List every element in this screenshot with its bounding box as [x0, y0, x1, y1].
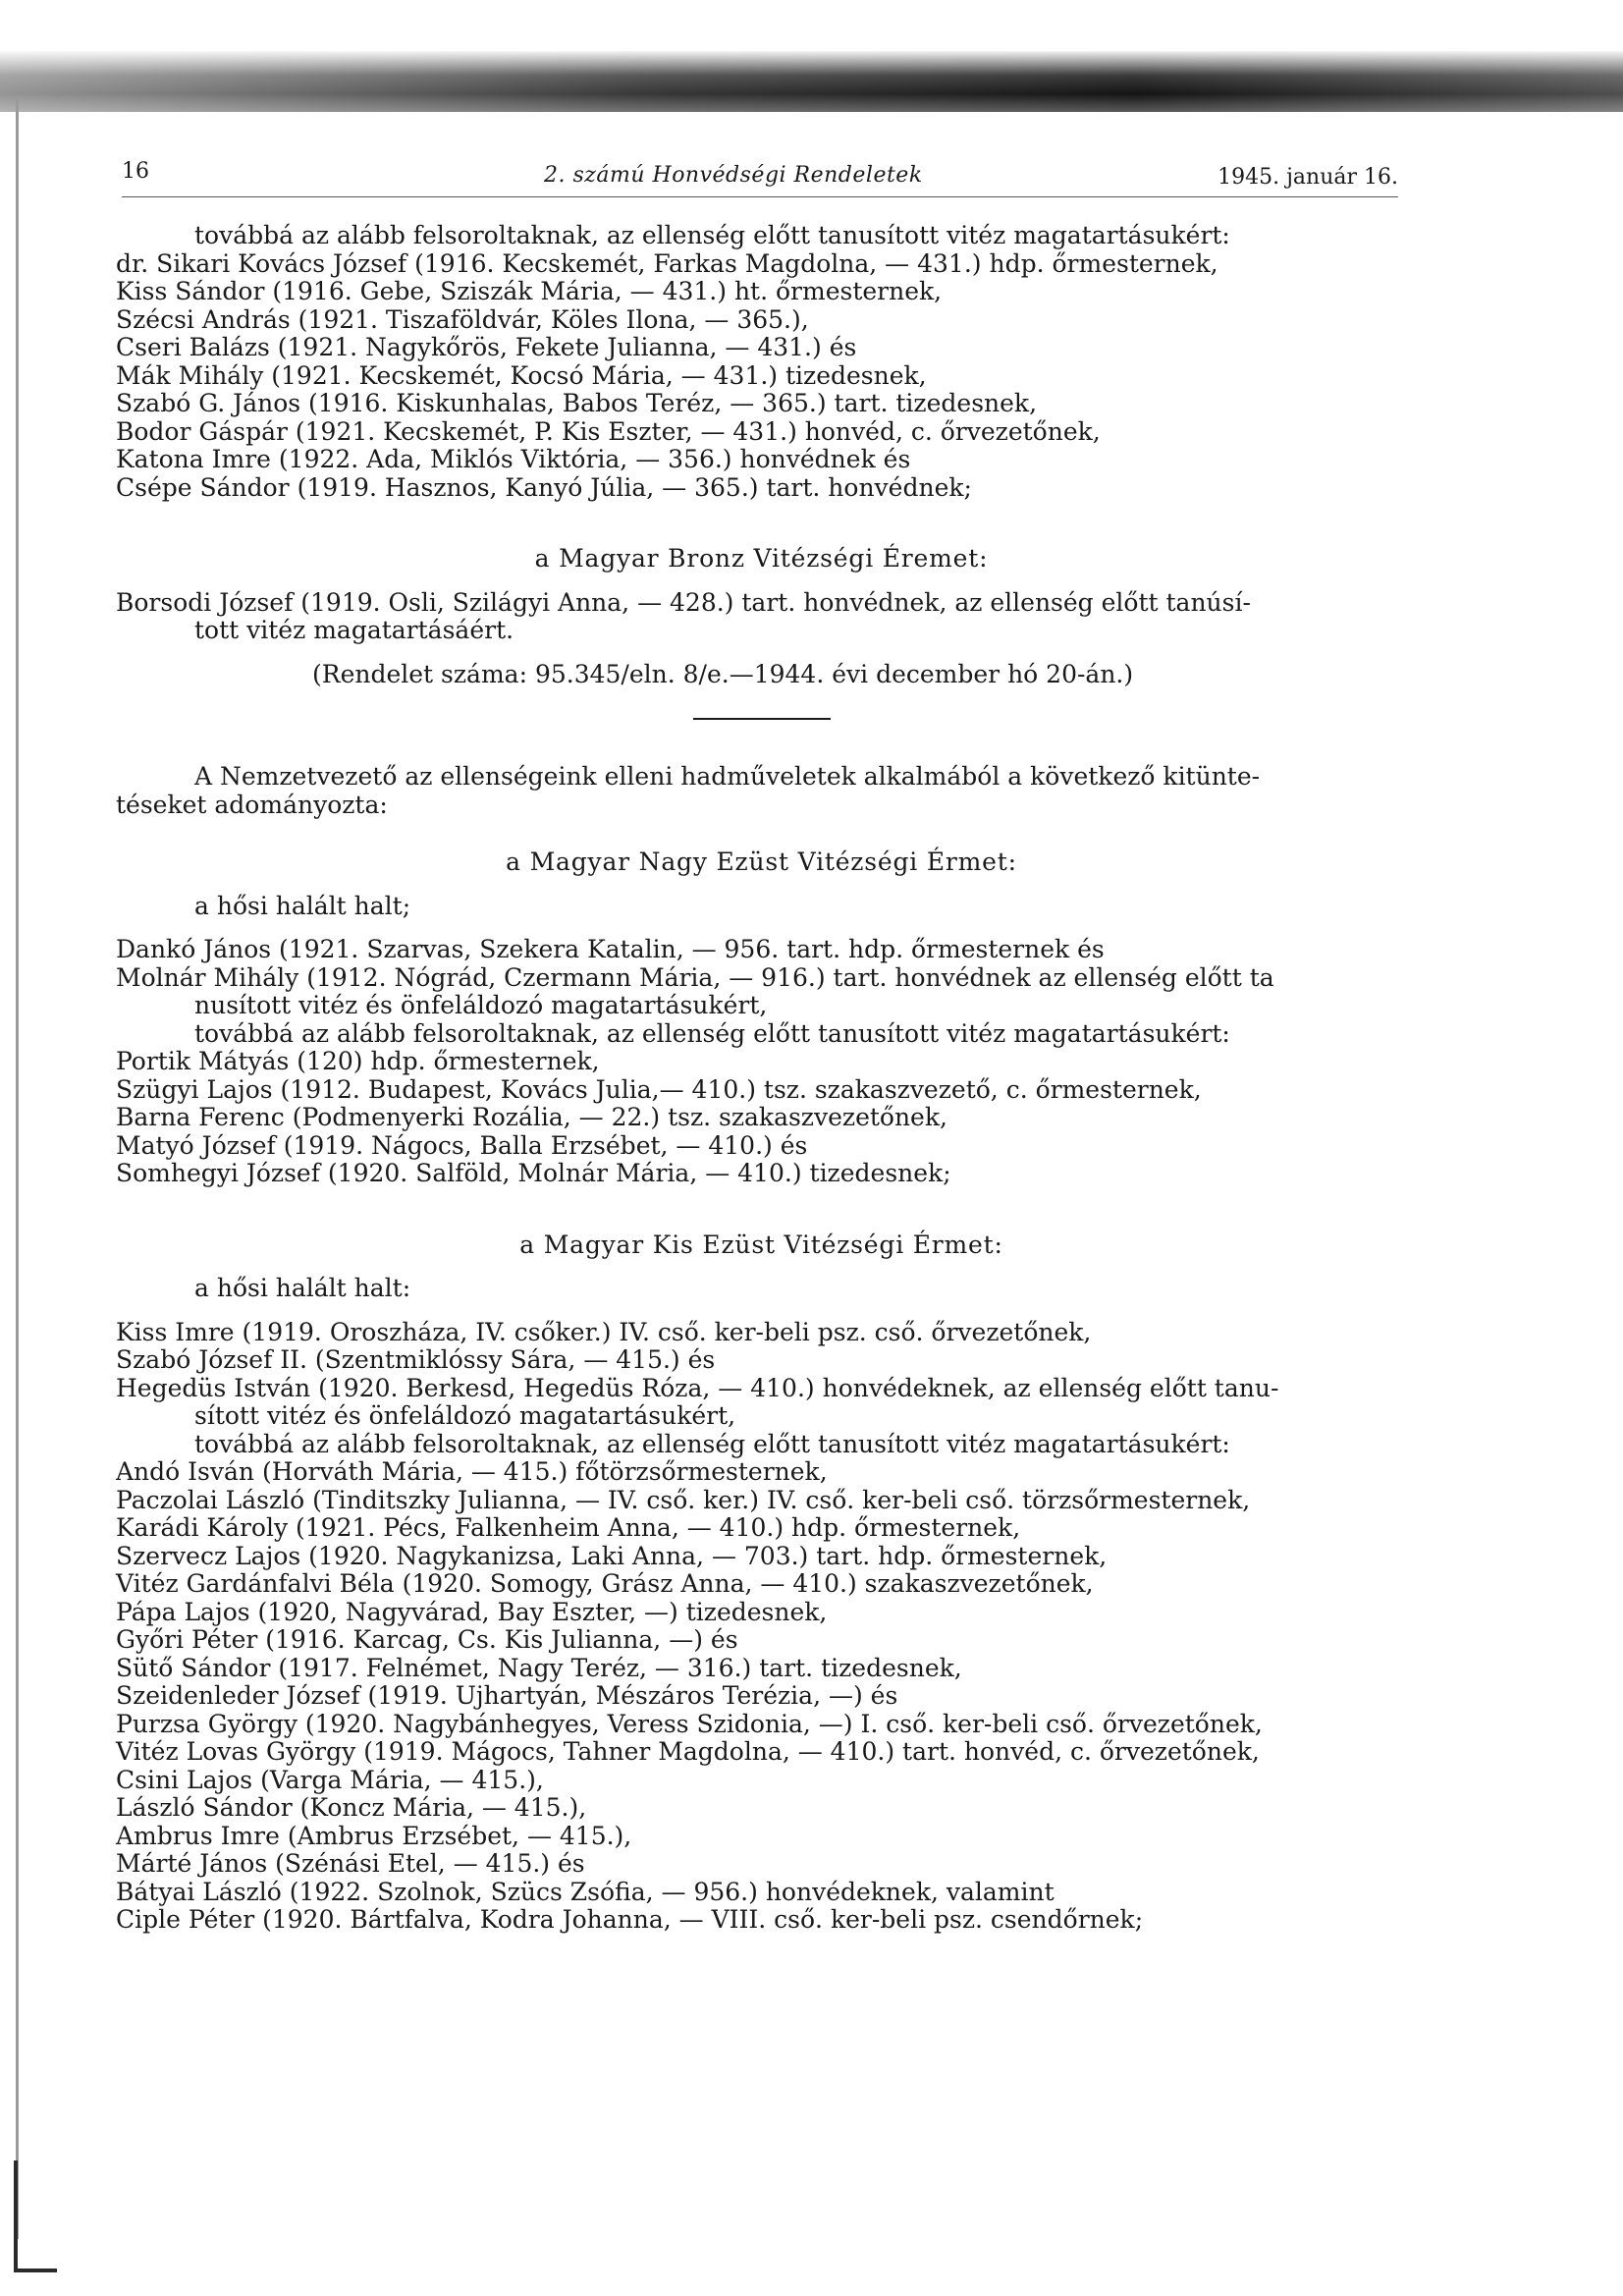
section3-heading: a Magyar Nagy Ezüst Vitézségi Érmet:	[506, 847, 1017, 876]
list-item: Szécsi András (1921. Tiszaföldvár, Köles Ilona, — 365.),	[116, 304, 809, 334]
list-item: Kiss Sándor (1916. Gebe, Sziszák Mária, — 431.) ht. őrmesternek,	[116, 277, 943, 305]
section4-line-c: Hegedüs István (1920. Berkesd, Hegedüs Róza, — 410.) honvédeknek, az ellenség előtt tanu-	[116, 1373, 1279, 1402]
list-item: Csini Lajos (Varga Mária, — 415.),	[116, 1765, 544, 1794]
list-item: Szervecz Lajos (1920. Nagykanizsa, Laki Anna, — 703.) tart. hdp. őrmesternek,	[116, 1541, 1108, 1570]
list-item: Pápa Lajos (1920, Nagyvárad, Bay Eszter, —) tizedesnek,	[116, 1597, 828, 1626]
section3-further: továbbá az alább felsoroltaknak, az ellenség előtt tanusított vitéz magatartásukért:	[194, 1018, 1230, 1048]
section2-line-2: tott vitéz magatartásáért.	[194, 616, 514, 644]
list-item: Győri Péter (1916. Karcag, Cs. Kis Julianna, —) és	[116, 1625, 738, 1654]
list-item: Purzsa György (1920. Nagybánhegyes, Veress Szidonia, —) I. cső. ker-beli cső. őrvezetőnek,	[116, 1709, 1263, 1738]
publication-date: 1945. január 16.	[1217, 165, 1398, 190]
page-header	[122, 159, 1398, 198]
section2-heading: a Magyar Bronz Vitézségi Éremet:	[534, 544, 989, 573]
header-rule	[122, 196, 1398, 197]
section4-subheading: a hősi halált halt:	[194, 1274, 411, 1302]
list-item: Cseri Balázs (1921. Nagykőrös, Fekete Julianna, — 431.) és	[116, 333, 857, 361]
section3-line-a: Dankó János (1921. Szarvas, Szekera Katalin, — 956. tart. hdp. őrmesternek és	[116, 935, 1105, 963]
section3-line-c: nusított vitéz és önfeláldozó magatartásukért,	[194, 991, 768, 1019]
section3-subheading: a hősi halált halt;	[194, 891, 411, 920]
section2-line-1: Borsodi József (1919. Osli, Szilágyi Anna, — 428.) tart. honvédnek, az ellenség előtt tanúsí-	[116, 587, 1251, 617]
list-item: Bátyai László (1922. Szolnok, Szücs Zsófia, — 956.) honvédeknek, valamint	[116, 1877, 1055, 1906]
section4-heading: a Magyar Kis Ezüst Vitézségi Érmet:	[519, 1230, 1003, 1259]
list-item: Vitéz Lovas György (1919. Mágocs, Tahner Magdolna, — 410.) tart. honvéd, c. őrvezetőnek,	[116, 1737, 1260, 1766]
section4-further: továbbá az alább felsoroltaknak, az ellenség előtt tanusított vitéz magatartásukért:	[194, 1429, 1230, 1458]
list-item: Portik Mátyás (120) hdp. őrmesternek,	[116, 1047, 600, 1075]
section3-list	[116, 1048, 1407, 1188]
list-item: Somhegyi József (1920. Salföld, Molnár Mária, — 410.) tizedesnek;	[116, 1159, 951, 1187]
section4-line-b: Szabó József II. (Szentmiklóssy Sára, — 415.) és	[116, 1345, 716, 1374]
list-item: Bodor Gáspár (1921. Kecskemét, P. Kis Eszter, — 431.) honvéd, c. őrvezetőnek,	[116, 416, 1101, 446]
list-item: Ambrus Imre (Ambrus Erzsébet, — 415.),	[116, 1821, 632, 1850]
scan-left-edge	[16, 98, 19, 2239]
section3-intro-1: A Nemzetvezető az ellenségeink elleni hadműveletek alkalmából a következő kitünte-	[194, 762, 1261, 791]
list-item: Szeidenleder József (1919. Ujhartyán, Mészáros Terézia, —) és	[116, 1681, 898, 1710]
section4-line-d: sított vitéz és önfeláldozó magatartásukért,	[194, 1401, 736, 1430]
list-item: Szabó G. János (1916. Kiskunhalas, Babos Teréz, — 365.) tart. tizedesnek,	[116, 389, 1038, 417]
list-item: Andó Isván (Horváth Mária, — 415.) főtörzsőrmesternek,	[116, 1457, 828, 1486]
section1-intro: továbbá az alább felsoroltaknak, az ellenség előtt tanusított vitéz magatartásukért:	[194, 221, 1230, 249]
scan-top-band-fade	[0, 51, 1623, 112]
list-item: Csépe Sándor (1919. Hasznos, Kanyó Júlia, — 365.) tart. honvédnek;	[116, 472, 972, 502]
list-item: Barna Ferenc (Podmenyerki Rozália, — 22.) tsz. szakaszvezetőnek,	[116, 1103, 947, 1131]
document-body	[116, 222, 1407, 1935]
publication-title: 2. számú Honvédségi Rendeletek	[544, 163, 923, 188]
section1-list	[116, 250, 1407, 503]
list-item: Ciple Péter (1920. Bártfalva, Kodra Johanna, — VIII. cső. ker-beli psz. csendőrnek;	[116, 1905, 1144, 1934]
list-item: Mák Mihály (1921. Kecskemét, Kocsó Mária, — 431.) tizedesnek,	[116, 360, 927, 390]
list-item: Vitéz Gardánfalvi Béla (1920. Somogy, Grász Anna, — 410.) szakaszvezetőnek,	[116, 1569, 1094, 1598]
page-number: 16	[122, 159, 149, 184]
section3-line-b: Molnár Mihály (1912. Nógrád, Czermann Mária, — 916.) tart. honvédnek az ellenség előtt ta	[116, 962, 1274, 992]
list-item: Karádi Károly (1921. Pécs, Falkenheim Anna, — 410.) hdp. őrmesternek,	[116, 1513, 1021, 1542]
list-item: Márté János (Szénási Etel, — 415.) és	[116, 1849, 585, 1878]
section4-list	[116, 1458, 1407, 1935]
list-item: dr. Sikari Kovács József (1916. Kecskemét, Farkas Magdolna, — 431.) hdp. őrmesternek,	[116, 248, 1218, 278]
list-item: Szügyi Lajos (1912. Budapest, Kovács Julia,— 410.) tsz. szakaszvezető, c. őrmesternek,	[116, 1074, 1202, 1104]
list-item: Katona Imre (1922. Ada, Miklós Viktória, — 356.) honvédnek és	[116, 445, 911, 473]
section4-line-a: Kiss Imre (1919. Oroszháza, IV. csőker.) IV. cső. ker-beli psz. cső. őrvezetőnek,	[116, 1317, 1092, 1346]
list-item: Paczolai László (Tinditszky Julianna, — IV. cső. ker.) IV. cső. ker-beli cső. törzsőrmesternek,	[116, 1485, 1251, 1514]
list-item: Matyó József (1919. Nágocs, Balla Erzsébet, — 410.) és	[116, 1130, 808, 1160]
list-item: László Sándor (Koncz Mária, — 415.),	[116, 1793, 587, 1822]
scan-corner-mark	[14, 2160, 57, 2272]
list-item: Sütő Sándor (1917. Felnémet, Nagy Teréz, — 316.) tart. tizedesnek,	[116, 1653, 962, 1682]
decree-reference: (Rendelet száma: 95.345/eln. 8/e.—1944. évi december hó 20-án.)	[312, 659, 1134, 688]
section3-intro-2: téseket adományozta:	[116, 790, 388, 819]
